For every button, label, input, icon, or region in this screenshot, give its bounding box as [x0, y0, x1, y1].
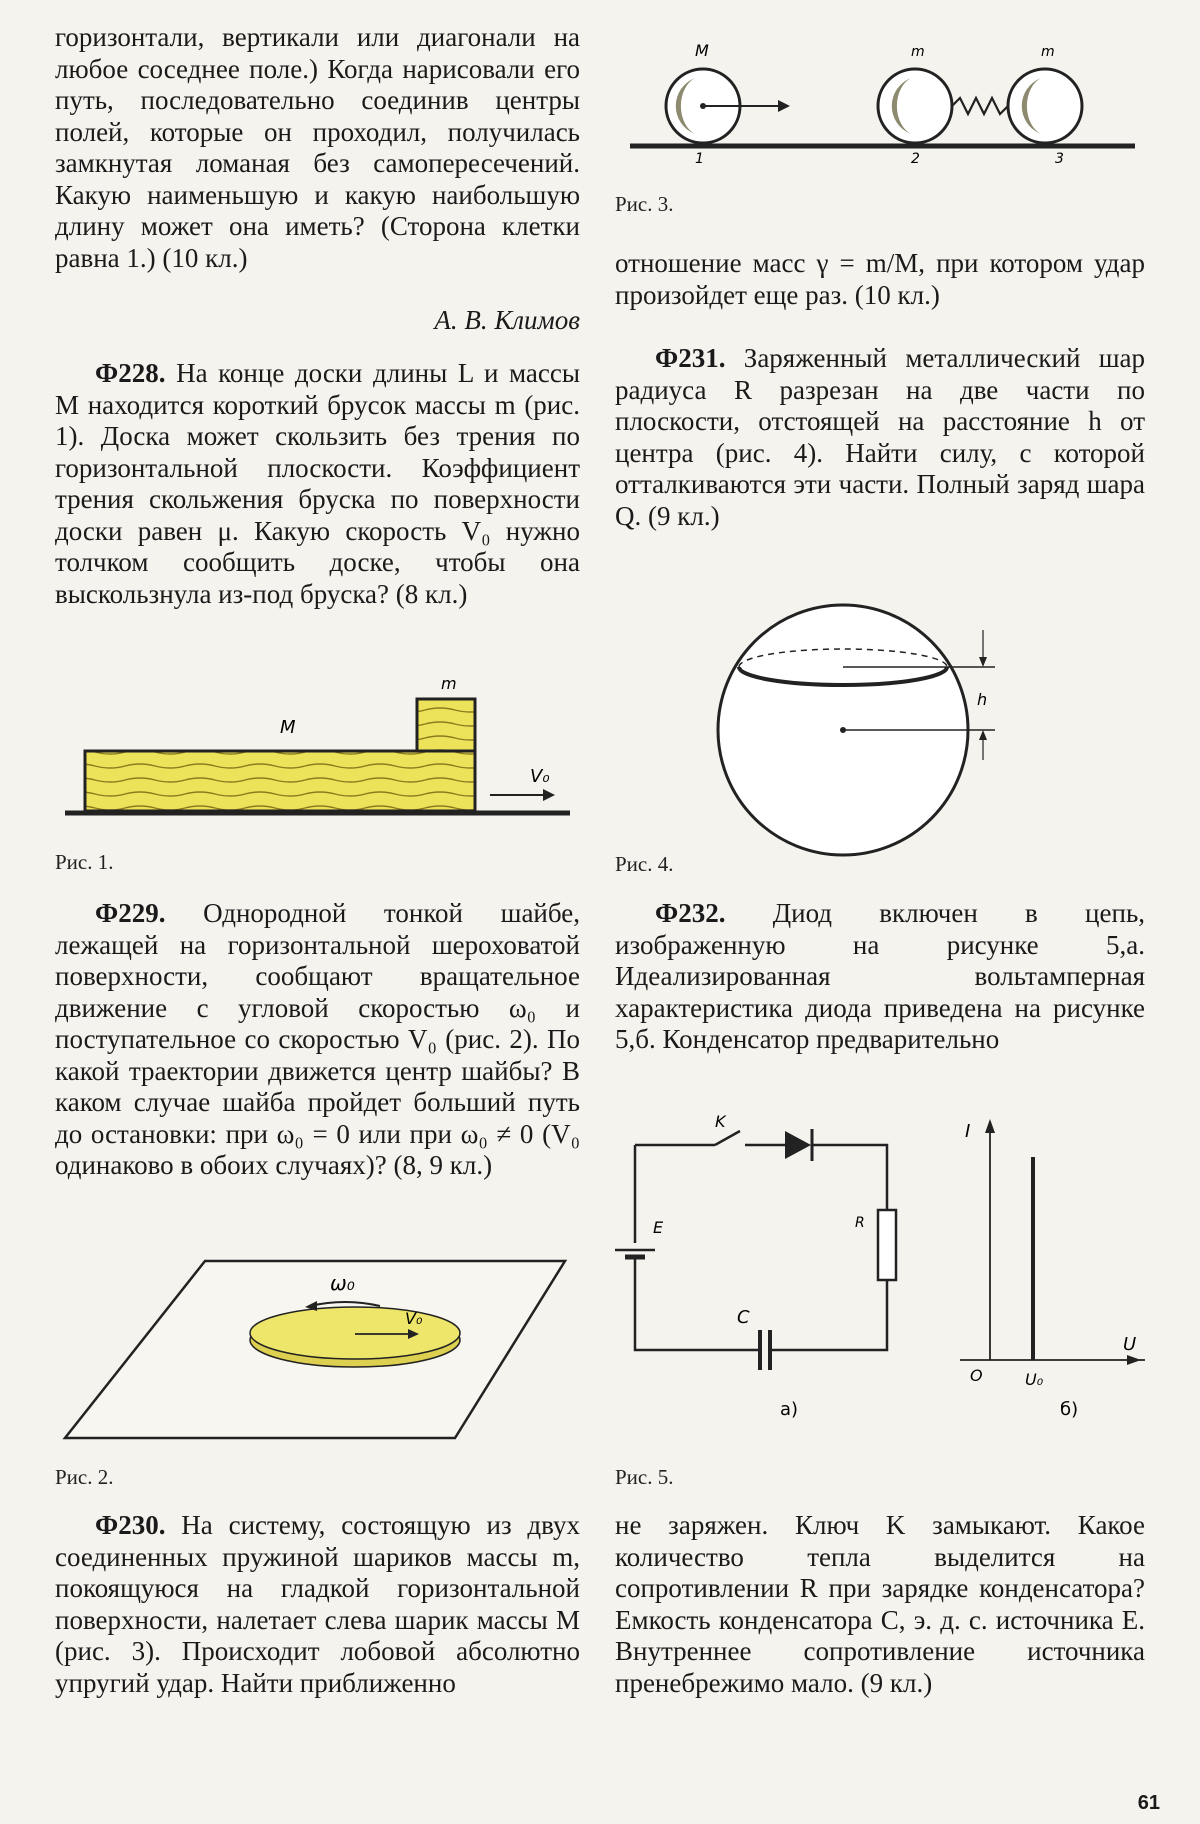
figure-3	[615, 38, 1145, 178]
problem-229-text: Однородной тонкой шайбе, лежащей на горизонтальной шероховатой поверхности, сообщают вращательное движение с угловой скоростью ω₀ и поступательное со скоростью V₀ (рис. 2). По какой траектории движется центр шайбы? В каком случае шайба пройдет больший путь до остановки: при ω₀ = 0 или при ω₀ ≠ 0 (V₀ одинаково в обоих случаях)? (8, 9 кл.)	[55, 898, 580, 1180]
fig5-label-C: C	[737, 1307, 750, 1328]
fig3-num-2: 2	[911, 151, 920, 167]
problem-230-continued: отношение масс γ = m/M, при котором удар произойдет еще раз. (10 кл.)	[615, 248, 1145, 310]
problem-231	[615, 343, 1145, 532]
fig5-resistor	[878, 1210, 896, 1280]
author: А. В. Климов	[434, 305, 580, 335]
fig5-label-E: E	[653, 1218, 664, 1237]
fig5-label-U: U	[1123, 1334, 1137, 1355]
problem-232-number: Ф232.	[655, 898, 726, 928]
problem-232	[615, 898, 1145, 1056]
fig3-caption: Рис. 3.	[615, 192, 674, 216]
fig3-spring	[952, 98, 1008, 114]
fig3-label-M: M	[695, 41, 709, 60]
fig3-num-3: 3	[1055, 151, 1064, 167]
fig5-label-O: O	[970, 1366, 983, 1385]
fig1-label-v: V₀	[530, 766, 550, 787]
fig3-num-1: 1	[695, 151, 704, 167]
fig1-label-M: M	[280, 717, 296, 738]
figure-5	[615, 1115, 1145, 1445]
fig1-arrowhead	[543, 789, 555, 801]
problem-231-number: Ф231.	[655, 343, 726, 373]
problem-229-number: Ф229.	[95, 898, 166, 928]
fig5-label-U0: U₀	[1025, 1370, 1044, 1389]
problem-228-number: Ф228.	[95, 358, 166, 388]
fig5-label-R: R	[855, 1215, 865, 1231]
fig2-disk	[250, 1307, 460, 1359]
problem-232-continued: не заряжен. Ключ K замыкают. Какое количество тепла выделится на сопротивлении R при зарядке конденсатора? Емкость конденсатора C, э. д. с. источника E. Внутреннее сопротивление источника пренебрежимо мало. (9 кл.)	[615, 1510, 1145, 1698]
intro-text: горизонтали, вертикали или диагонали на любое соседнее поле.) Когда нарисовали его путь, последовательно соединив центры полей, которые он проходил, получилась замкнутая ломаная без самопересечений. Какую наименьшую и какую наибольшую длину может она иметь? (Сторона клетки равна 1.) (10 кл.)	[55, 22, 580, 273]
fig2-caption: Рис. 2.	[55, 1465, 114, 1489]
fig1-board	[85, 751, 475, 811]
problem-232-text: Диод включен в цепь, изображенную на рисунке 5,а. Идеализированная вольтамперная характеристика диода приведена на рисунке 5,б. Конденсатор предварительно	[615, 898, 1146, 1054]
figure-4	[715, 595, 1035, 865]
fig1-caption: Рис. 1.	[55, 850, 114, 874]
problem-228	[55, 358, 580, 610]
fig3-ball-m2	[1008, 69, 1082, 143]
fig3-label-m2: m	[1041, 44, 1055, 60]
fig5-label-K: K	[715, 1115, 726, 1131]
fig3-ball-m1	[878, 69, 952, 143]
fig4-caption: Рис. 4.	[615, 852, 674, 876]
fig5-label-I: I	[965, 1121, 971, 1142]
figure-1	[65, 675, 585, 825]
fig5-caption: Рис. 5.	[615, 1465, 674, 1489]
fig2-label-v: V₀	[405, 1309, 423, 1328]
fig3-label-m1: m	[911, 44, 925, 60]
fig1-label-m: m	[441, 675, 457, 693]
fig5-diode	[785, 1131, 811, 1159]
problem-230-text: На систему, состоящую из двух соединенных пружиной шариков массы m, покоящуюся на гладкой горизонтальной поверхности, налетает слева шарик массы M (рис. 3). Происходит лобовой абсолютно упругий удар. Найти приближенно	[55, 1510, 580, 1698]
page-number: 61	[1137, 1792, 1160, 1814]
fig4-label-h: h	[977, 690, 988, 709]
fig2-label-omega: ω₀	[330, 1271, 355, 1295]
figure-2	[55, 1258, 580, 1448]
fig5-label-a: а)	[780, 1399, 799, 1420]
problem-229	[55, 898, 580, 1182]
fig5-label-b: б)	[1060, 1399, 1079, 1420]
problem-228-text: На конце доски длины L и массы M находится короткий брусок массы m (рис. 1). Доска может скользить без трения по горизонтальной плоскости. Коэффициент трения скольжения бруска по поверхности доски равен μ. Какую скорость V₀ нужно толчком сообщить доске, чтобы она выскользнула из-под бруска? (8 кл.)	[55, 358, 581, 609]
problem-230-number: Ф230.	[95, 1510, 166, 1540]
problem-230	[55, 1510, 580, 1699]
fig5-switch	[715, 1131, 740, 1145]
problem-231-text: Заряженный металлический шар радиуса R разрезан на две части по плоскости, отстоящей на расстояние h от центра (рис. 4). Найти силу, с которой отталкиваются эти части. Полный заряд шара Q. (9 кл.)	[615, 343, 1146, 531]
fig1-block	[417, 699, 475, 751]
